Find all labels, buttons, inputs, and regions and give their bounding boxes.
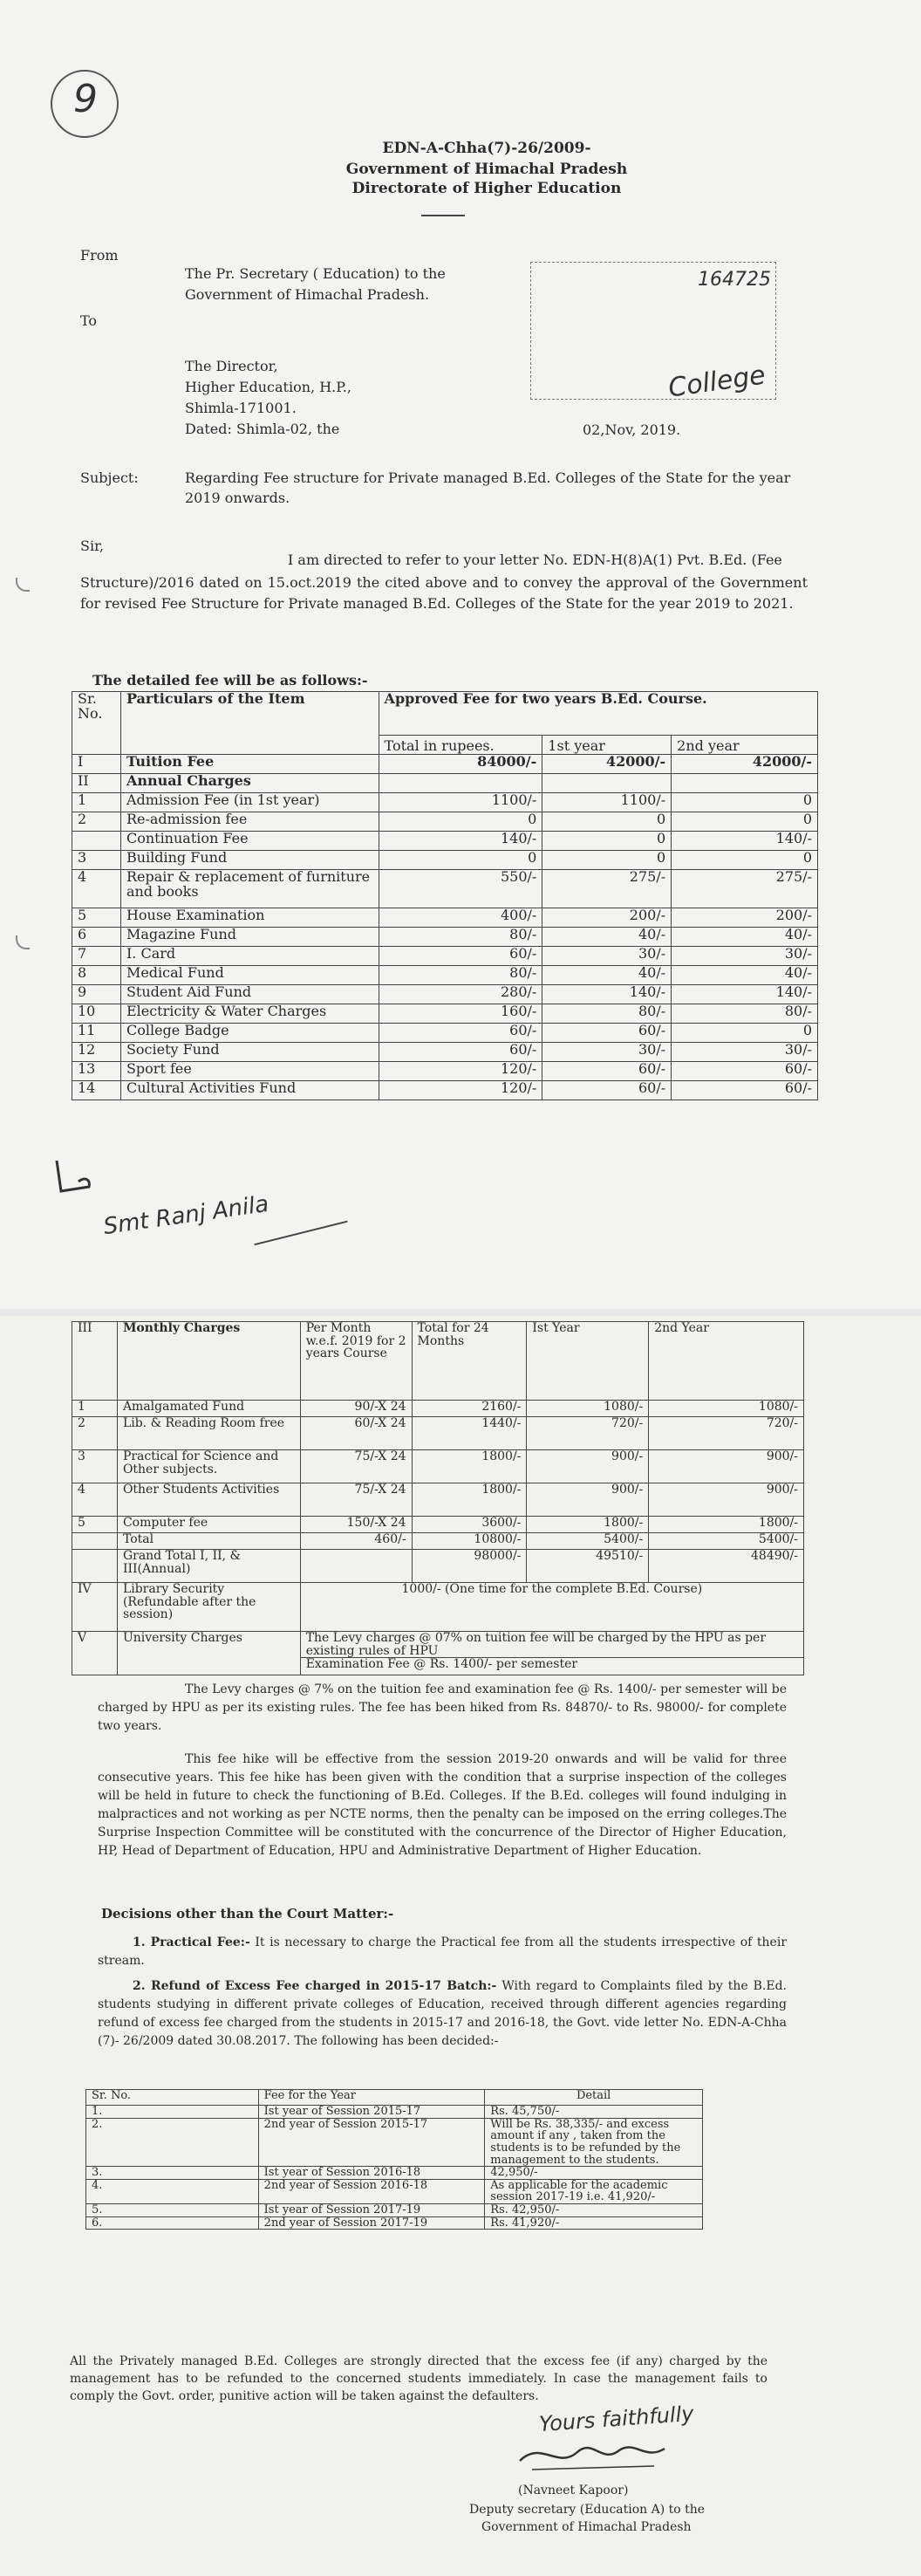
monthly-col-y1: Ist Year <box>527 1322 649 1401</box>
fee-row-total: 120/- <box>379 1081 542 1100</box>
fee-row-sr: 12 <box>72 1043 121 1062</box>
page-number: 9 <box>73 77 98 121</box>
monthly-row-y2: 48490/- <box>649 1550 804 1583</box>
fee-table-row <box>72 1043 818 1062</box>
monthly-table-row <box>72 1401 804 1417</box>
decision-2-text: With regard to Complaints filed by the B.Ed. students studying in different private colleges of Education, received through different agencies regarding refund of excess fee charged from the students in 2015-17 and 2016-18, the Govt. vide letter No. EDN-A-Chha (7)- 26/2009 dated 30.08.2017. The following has been decided:- <box>98 1979 788 2048</box>
library-text: 1000/- (One time for the complete B.Ed. Course) <box>300 1583 803 1632</box>
subject-line-2: 2019 onwards. <box>185 490 290 506</box>
fee-row-sr <box>72 832 121 851</box>
fee-row-item: House Examination <box>120 908 379 928</box>
refund-col-sr: Sr. No. <box>86 2090 259 2106</box>
fee-table-row <box>72 1081 818 1100</box>
fee-row-total: 80/- <box>379 928 542 947</box>
fee-row-y2: 60/- <box>672 1062 818 1081</box>
fee-row-y2: 30/- <box>672 947 818 966</box>
paragraph-1: Structure)/2016 dated on 15.oct.2019 the cited above and to convey the approval of the Government for revised Fee Structure for Private managed B.Ed. Colleges of the State for the year 2019 to 2021. <box>80 574 808 612</box>
fee-table <box>72 691 818 1100</box>
fee-row-sr: 4 <box>72 870 121 908</box>
levy-paragraph: The Levy charges @ 7% on the tuition fee and examination fee @ Rs. 1400/- per semester will be charged by HPU as per its existing rules. The fee has been hiked from Rs. 84870/- to Rs. 98000/- for complete two years. <box>98 1682 787 1733</box>
fee-row-sr: 2 <box>72 812 121 832</box>
fee-row-y1: 80/- <box>542 1004 672 1024</box>
paragraph-1-first-line: I am directed to refer to your letter No. EDN-H(8)A(1) Pvt. B.Ed. (Fee <box>288 552 782 568</box>
monthly-table-row <box>72 1533 804 1550</box>
refund-row-sr: 1. <box>86 2106 259 2119</box>
fee-row-sr: 11 <box>72 1024 121 1043</box>
handwritten-note: Smt Ranj Anila <box>101 1190 271 1241</box>
fee-row-sr: 5 <box>72 908 121 928</box>
decision-2-label: 2. Refund of Excess Fee charged in 2015-17 Batch:- <box>133 1979 497 1993</box>
signatory-designation-1: Deputy secretary (Education A) to the <box>469 2503 706 2517</box>
decision-1-label: 1. Practical Fee:- <box>133 1935 250 1949</box>
refund-row-sr: 5. <box>86 2204 259 2217</box>
university-exam-text: Examination Fee @ Rs. 1400/- per semester <box>305 1657 578 1672</box>
fee-row-total: 0 <box>379 812 542 832</box>
fee-table-row <box>72 928 818 947</box>
monthly-row-y2: 720/- <box>649 1417 804 1450</box>
monthly-row-per-month: 90/-X 24 <box>300 1401 412 1417</box>
fee-row-sr: 13 <box>72 1062 121 1081</box>
fee-row-y2: 140/- <box>672 832 818 851</box>
monthly-row-per-month: 75/-X 24 <box>300 1483 412 1517</box>
refund-row-sr: 4. <box>86 2179 259 2203</box>
refund-row-fee: Ist year of Session 2015-17 <box>258 2106 485 2119</box>
monthly-row-item: Grand Total I, II, & III(Annual) <box>117 1550 300 1583</box>
fee-row-y1: 0 <box>542 832 672 851</box>
fee-row-item: College Badge <box>120 1024 379 1043</box>
decision-2 <box>98 1977 787 2051</box>
decision-1-text: It is necessary to charge the Practical fee from all the students irrespective of their stream. <box>98 1935 788 1968</box>
fee-row-total: 140/- <box>379 832 542 851</box>
fee-table-row <box>72 908 818 928</box>
refund-table <box>85 2089 703 2230</box>
fee-row-y2: 42000/- <box>672 755 818 774</box>
fee-row-y2: 0 <box>672 812 818 832</box>
fee-row-item: Cultural Activities Fund <box>120 1081 379 1100</box>
fee-row-y2: 0 <box>672 1024 818 1043</box>
monthly-row-item: Other Students Activities <box>117 1483 300 1517</box>
refund-row-fee: 2nd year of Session 2015-17 <box>258 2118 485 2167</box>
fee-table-row <box>72 793 818 812</box>
fee-row-sr: 1 <box>72 793 121 812</box>
from-line-2: Government of Himachal Pradesh. <box>185 286 430 303</box>
dated-line: Dated: Shimla-02, the <box>185 421 340 437</box>
fee-row-y2 <box>672 774 818 793</box>
refund-row-detail: Rs. 45,750/- <box>485 2106 703 2119</box>
fee-table-row <box>72 985 818 1004</box>
hike-paragraph: This fee hike will be effective from the session 2019-20 onwards and will be valid for three consecutive years. This fee hike has been given with the condition that a surprise inspection of the colleges will be held in future to check the functioning of B.Ed. Colleges. If the B.Ed. colleges will found indulging in malpractices and not working as per NCTE norms, then the penalty can be imposed on the erring colleges.The Surprise Inspection Committee will be constituted with the concurrence of the Director of Higher Education, HP, Head of Department of Education, HPU and Administrative Department of Higher Education. <box>98 1752 787 1858</box>
monthly-row-sr: 3 <box>72 1450 118 1483</box>
fee-row-total: 0 <box>379 851 542 870</box>
monthly-row-item: Computer fee <box>117 1517 300 1533</box>
refund-row-detail: Will be Rs. 38,335/- and excess amount if any , taken from the students is to be refunded by the management to the students. <box>485 2118 703 2167</box>
fee-row-item: Annual Charges <box>120 774 379 793</box>
fee-row-item: I. Card <box>120 947 379 966</box>
fee-row-y2: 80/- <box>672 1004 818 1024</box>
library-sr: IV <box>72 1583 118 1632</box>
fee-row-item: Student Aid Fund <box>120 985 379 1004</box>
monthly-row-y2: 900/- <box>649 1483 804 1517</box>
fee-row-y1: 1100/- <box>542 793 672 812</box>
monthly-row-y1: 720/- <box>527 1417 649 1450</box>
monthly-table-row <box>72 1550 804 1583</box>
fee-row-sr: 3 <box>72 851 121 870</box>
fee-row-sr: 6 <box>72 928 121 947</box>
refund-table-row <box>86 2106 703 2119</box>
signature-scribble <box>515 2435 672 2478</box>
fee-table-row <box>72 812 818 832</box>
fee-row-y2: 60/- <box>672 1081 818 1100</box>
fee-table-row <box>72 947 818 966</box>
monthly-charges-table <box>72 1321 804 1675</box>
fee-row-y1: 42000/- <box>542 755 672 774</box>
monthly-row-total: 3600/- <box>412 1517 527 1533</box>
fee-row-item: Magazine Fund <box>120 928 379 947</box>
refund-row-fee: 2nd year of Session 2017-19 <box>258 2216 485 2230</box>
monthly-row-sr: 5 <box>72 1517 118 1533</box>
refund-table-row <box>86 2216 703 2230</box>
fee-row-y1: 60/- <box>542 1024 672 1043</box>
subject-label: Subject: <box>80 469 139 486</box>
fee-row-total: 84000/- <box>379 755 542 774</box>
refund-row-sr: 2. <box>86 2118 259 2167</box>
refund-row-detail: 42,950/- <box>485 2167 703 2180</box>
fee-row-y1 <box>542 774 672 793</box>
monthly-row-y2: 5400/- <box>649 1533 804 1550</box>
binder-mark-1 <box>16 578 30 592</box>
fee-row-total: 160/- <box>379 1004 542 1024</box>
monthly-row-y2: 1800/- <box>649 1517 804 1533</box>
fee-col-sr: Sr. No. <box>72 692 121 755</box>
to-line-2: Higher Education, H.P., <box>185 379 351 395</box>
fee-row-y1: 0 <box>542 812 672 832</box>
stamp-word: College <box>666 360 768 404</box>
fee-table-row <box>72 870 818 908</box>
fee-row-y1: 275/- <box>542 870 672 908</box>
monthly-row-total: 98000/- <box>412 1550 527 1583</box>
fee-row-sr: I <box>72 755 121 774</box>
fee-row-item: Building Fund <box>120 851 379 870</box>
monthly-row-y1: 1800/- <box>527 1517 649 1533</box>
fee-row-sr: 14 <box>72 1081 121 1100</box>
fee-row-total: 1100/- <box>379 793 542 812</box>
fee-row-item: Re-admission fee <box>120 812 379 832</box>
monthly-row-total: 1440/- <box>412 1417 527 1450</box>
fee-row-sr: 10 <box>72 1004 121 1024</box>
refund-row-sr: 6. <box>86 2216 259 2230</box>
fee-row-y1: 140/- <box>542 985 672 1004</box>
fee-table-row <box>72 1024 818 1043</box>
fee-row-total: 400/- <box>379 908 542 928</box>
monthly-row-y1: 900/- <box>527 1483 649 1517</box>
fee-row-y2: 40/- <box>672 928 818 947</box>
monthly-col-per-month: Per Month w.e.f. 2019 for 2 years Course <box>300 1322 412 1401</box>
fee-row-y1: 0 <box>542 851 672 870</box>
fee-row-y2: 0 <box>672 851 818 870</box>
monthly-table-row <box>72 1450 804 1483</box>
letter-page-2 <box>0 1316 921 2576</box>
monthly-row-total: 1800/- <box>412 1450 527 1483</box>
fee-row-y1: 200/- <box>542 908 672 928</box>
university-sr: V <box>72 1632 118 1675</box>
fee-table-row <box>72 966 818 985</box>
monthly-row-y1: 1080/- <box>527 1401 649 1417</box>
fee-row-y1: 40/- <box>542 966 672 985</box>
monthly-row-y1: 49510/- <box>527 1550 649 1583</box>
fee-row-item: Continuation Fee <box>120 832 379 851</box>
tick-mark-icon <box>52 1152 96 1204</box>
monthly-row-y1: 900/- <box>527 1450 649 1483</box>
monthly-col-sr: III <box>72 1322 118 1401</box>
fee-row-y2: 140/- <box>672 985 818 1004</box>
fee-row-total: 550/- <box>379 870 542 908</box>
monthly-row-per-month: 60/-X 24 <box>300 1417 412 1450</box>
fee-row-sr: 7 <box>72 947 121 966</box>
fee-table-row <box>72 774 818 793</box>
fee-row-total: 60/- <box>379 1024 542 1043</box>
monthly-row-per-month: 150/-X 24 <box>300 1517 412 1533</box>
letter-date: 02,Nov, 2019. <box>583 421 681 438</box>
fee-row-total: 120/- <box>379 1062 542 1081</box>
fee-row-item: Society Fund <box>120 1043 379 1062</box>
monthly-table-row <box>72 1517 804 1533</box>
refund-row-detail: Rs. 41,920/- <box>485 2216 703 2230</box>
fee-row-sr: II <box>72 774 121 793</box>
monthly-row-item: Lib. & Reading Room free <box>117 1417 300 1450</box>
monthly-row-y1: 5400/- <box>527 1533 649 1550</box>
header-rule <box>421 215 465 216</box>
refund-row-detail: Rs. 42,950/- <box>485 2204 703 2217</box>
from-line-1: The Pr. Secretary ( Education) to the <box>185 265 446 282</box>
fee-row-item: Electricity & Water Charges <box>120 1004 379 1024</box>
refund-col-fee: Fee for the Year <box>258 2090 485 2106</box>
refund-row-sr: 3. <box>86 2167 259 2180</box>
monthly-col-y2: 2nd Year <box>649 1322 804 1401</box>
fee-row-item: Admission Fee (in 1st year) <box>120 793 379 812</box>
monthly-row-sr: 1 <box>72 1401 118 1417</box>
monthly-row-total: 10800/- <box>412 1533 527 1550</box>
monthly-row-sr: 4 <box>72 1483 118 1517</box>
fee-row-total: 60/- <box>379 1043 542 1062</box>
fee-row-item: Tuition Fee <box>120 755 379 774</box>
fee-row-sr: 9 <box>72 985 121 1004</box>
to-label: To <box>80 312 98 329</box>
fee-row-y1: 40/- <box>542 928 672 947</box>
to-line-3: Shimla-171001. <box>185 400 297 416</box>
fee-row-sr: 8 <box>72 966 121 985</box>
fee-row-item: Medical Fund <box>120 966 379 985</box>
stamp-number: 164725 <box>698 269 771 291</box>
yours-faithfully: Yours faithfully <box>538 2401 695 2437</box>
monthly-row-total: 1800/- <box>412 1483 527 1517</box>
closing-paragraph: All the Privately managed B.Ed. Colleges are strongly directed that the excess fee (if any) charged by the management has to be refunded to the concerned students immediately. In case the management fails to comply the Govt. order, punitive action will be taken against the defaulters. <box>70 2354 768 2403</box>
fee-row-y2: 0 <box>672 793 818 812</box>
refund-table-row <box>86 2118 703 2167</box>
monthly-col-total: Total for 24 Months <box>412 1322 527 1401</box>
monthly-table-row <box>72 1417 804 1450</box>
note-underline <box>254 1221 347 1246</box>
binder-mark-2 <box>16 935 30 949</box>
fee-col-item: Particulars of the Item <box>120 692 379 755</box>
refund-col-detail: Detail <box>485 2090 703 2106</box>
monthly-col-item: Monthly Charges <box>117 1322 300 1401</box>
fee-table-heading: The detailed fee will be as follows:- <box>92 672 368 689</box>
fee-row-y2: 30/- <box>672 1043 818 1062</box>
fee-row-item: Repair & replacement of furniture and books <box>120 870 379 908</box>
directorate-name: Directorate of Higher Education <box>351 180 622 197</box>
decision-1 <box>98 1934 787 1970</box>
fee-table-row <box>72 1004 818 1024</box>
government-name: Government of Himachal Pradesh <box>345 161 628 178</box>
fee-col-total: Total in rupees. <box>379 736 542 755</box>
fee-row-y1: 30/- <box>542 1043 672 1062</box>
monthly-row-y2: 900/- <box>649 1450 804 1483</box>
monthly-row-sr <box>72 1533 118 1550</box>
refund-table-row <box>86 2167 703 2180</box>
signatory-designation-2: Government of Himachal Pradesh <box>481 2520 692 2534</box>
refund-row-fee: Ist year of Session 2016-18 <box>258 2167 485 2180</box>
fee-row-y2: 40/- <box>672 966 818 985</box>
fee-row-total: 80/- <box>379 966 542 985</box>
fee-row-total: 280/- <box>379 985 542 1004</box>
refund-table-row <box>86 2204 703 2217</box>
monthly-row-item: Amalgamated Fund <box>117 1401 300 1417</box>
fee-table-row <box>72 1062 818 1081</box>
fee-row-y1: 60/- <box>542 1081 672 1100</box>
monthly-row-sr <box>72 1550 118 1583</box>
refund-row-fee: Ist year of Session 2017-19 <box>258 2204 485 2217</box>
subject-line-1: Regarding Fee structure for Private managed B.Ed. Colleges of the State for the year <box>185 469 791 486</box>
signatory-name: (Navneet Kapoor) <box>518 2484 629 2497</box>
to-line-1: The Director, <box>185 358 278 374</box>
monthly-row-sr: 2 <box>72 1417 118 1450</box>
fee-table-row <box>72 851 818 870</box>
refund-row-fee: 2nd year of Session 2016-18 <box>258 2179 485 2203</box>
salutation: Sir, <box>80 538 105 554</box>
decisions-heading: Decisions other than the Court Matter:- <box>101 1906 394 1922</box>
fee-row-y2: 275/- <box>672 870 818 908</box>
monthly-row-per-month: 75/-X 24 <box>300 1450 412 1483</box>
refund-row-detail: As applicable for the academic session 2017-19 i.e. 41,920/- <box>485 2179 703 2203</box>
fee-row-total <box>379 774 542 793</box>
university-item: University Charges <box>117 1632 300 1675</box>
fee-row-y2: 200/- <box>672 908 818 928</box>
monthly-row-item: Total <box>117 1533 300 1550</box>
fee-col-y2: 2nd year <box>672 736 818 755</box>
reference-number: EDN-A-Chha(7)-26/2009- <box>382 140 591 157</box>
monthly-row-total: 2160/- <box>412 1401 527 1417</box>
refund-table-row <box>86 2179 703 2203</box>
monthly-row-per-month: 460/- <box>300 1533 412 1550</box>
fee-row-y1: 30/- <box>542 947 672 966</box>
fee-row-total: 60/- <box>379 947 542 966</box>
fee-table-row <box>72 832 818 851</box>
monthly-row-y2: 1080/- <box>649 1401 804 1417</box>
monthly-row-per-month <box>300 1550 412 1583</box>
fee-col-y1: 1st year <box>542 736 672 755</box>
library-item: Library Security (Refundable after the session) <box>117 1583 300 1632</box>
from-label: From <box>80 247 119 264</box>
university-levy-text: The Levy charges @ 07% on tuition fee will be charged by the HPU as per existing rules of HPU <box>301 1632 803 1658</box>
fee-row-item: Sport fee <box>120 1062 379 1081</box>
fee-row-y1: 60/- <box>542 1062 672 1081</box>
fee-col-approved: Approved Fee for two years B.Ed. Course. <box>379 692 817 736</box>
monthly-row-item: Practical for Science and Other subjects. <box>117 1450 300 1483</box>
monthly-table-row <box>72 1483 804 1517</box>
fee-table-row <box>72 755 818 774</box>
